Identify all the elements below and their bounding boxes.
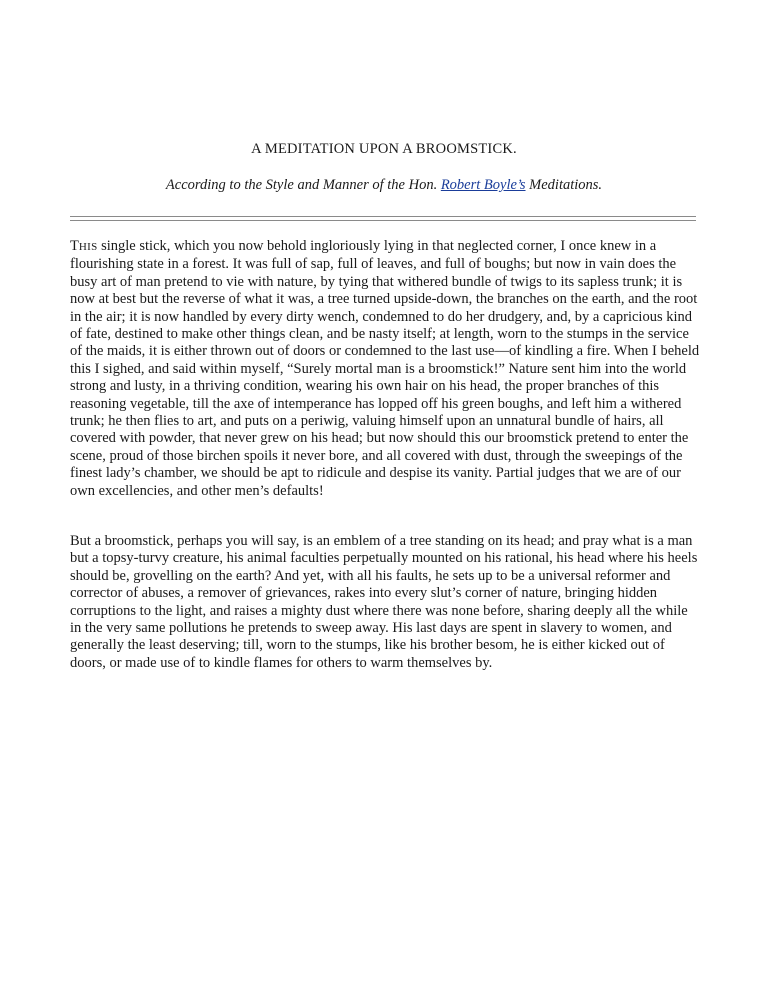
horizontal-divider (70, 216, 696, 221)
subtitle-text-before: According to the Style and Manner of the Hon. (165, 177, 441, 193)
lead-small-caps: HIS (78, 241, 98, 253)
subtitle-text-after: Meditations. (525, 177, 603, 193)
paragraph-2: But a broomstick, perhaps you will say, is an emblem of a tree standing on its head; and pray what is a man but a topsy-turvy creature, his animal faculties perpetually mounted on his rational, his head where his heels should be, grovelling on the earth? And yet, with all his faults, he sets up to be a universal reformer and corrector of abuses, a remover of grievances, rakes into every slut’s corner of nature, bringing hidden corruptions to the light, and raises a mighty dust where there was none before, sharing deeply all the while in the very same pollutions he pretends to sweep away. His last days are spent in slavery to women, and generally the least deserving; till, worn to the stumps, like his brother besom, he is either kicked out of doors, or made use of to kindle flames for others to warm themselves by. (70, 533, 698, 671)
paragraph-1-lead (70, 238, 97, 254)
document-subtitle (70, 176, 698, 194)
paragraph-1 (70, 238, 700, 500)
paragraph-1-text: single stick, which you now behold ingloriously lying in that neglected corner, I once knew in a flourishing state in a forest. It was full of sap, full of leaves, and full of boughs; but now in vain does the busy art of man pretend to vie with nature, by tying that withered bundle of twigs to its sapless trunk; it is now at best but the reverse of what it was, a tree turned upside-down, the branches on the earth, and the root in the air; it is now handled by every dirty wench, condemned to do her drudgery, and, by a capricious kind of fate, destined to make other things clean, and be nasty itself; at length, worn to the stumps in the service of the maids, it is either thrown out of doors or condemned to the last use—of kindling a fire. When I beheld this I sighed, and said within myself, “Surely mortal man is a broomstick!” Nature sent him into the world strong and lusty, in a thriving condition, wearing his own hair on his head, the proper branches of this reasoning vegetable, till the axe of intemperance has lopped off his green boughs, and left him a withered trunk; he then flies to art, and puts on a periwig, valuing himself upon an unnatural bundle of hairs, all covered with powder, that never grew on his head; but now should this our broomstick pretend to enter the scene, proud of those birchen spoils it never bore, and all covered with dust, through the sweepings of the finest lady’s chamber, we should be apt to ridicule and despise its vanity. Partial judges that we are of our own excellencies, and other men’s defaults! (70, 238, 700, 499)
lead-first-letter: T (70, 238, 79, 254)
document-title: A MEDITATION UPON A BROOMSTICK. (251, 141, 517, 157)
robert-boyle-link[interactable]: Robert Boyle’s (440, 177, 526, 193)
